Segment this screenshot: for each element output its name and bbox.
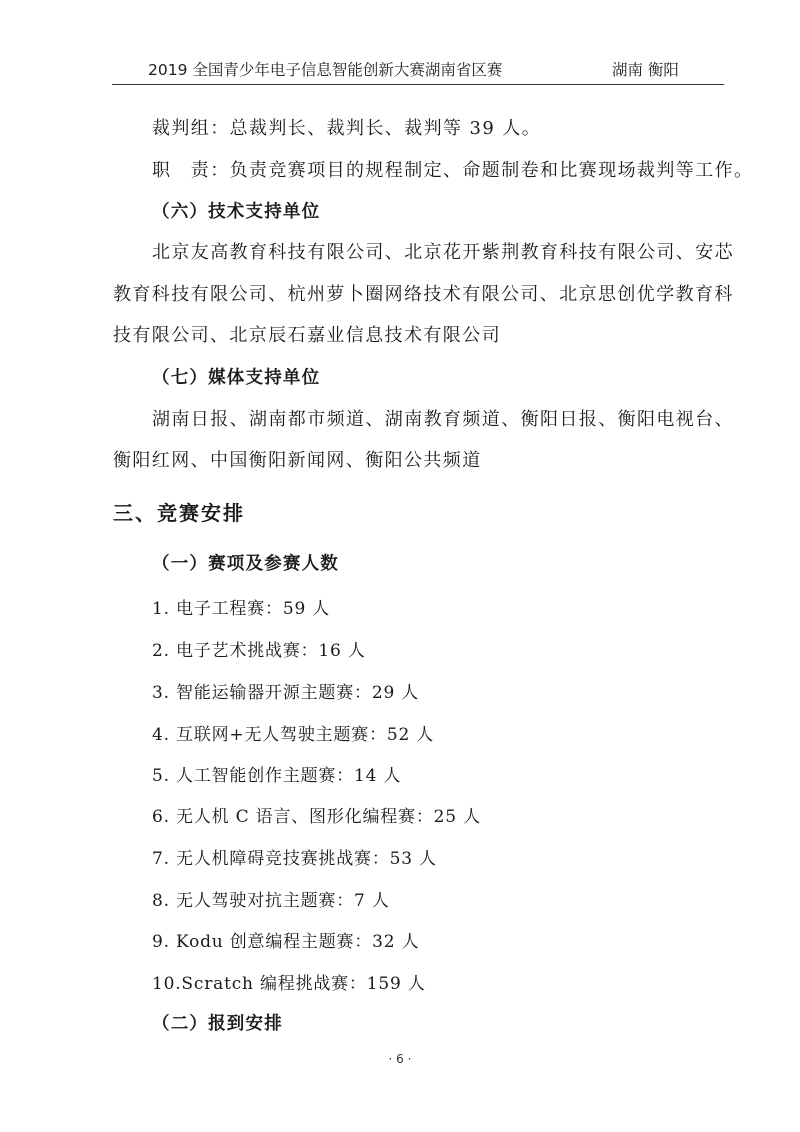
media-support-line: 湖南日报、湖南都市频道、湖南教育频道、衡阳日报、衡阳电视台、 bbox=[152, 409, 734, 430]
section-heading: 三、竞赛安排 bbox=[113, 501, 245, 525]
media-support-heading: （七）媒体支持单位 bbox=[152, 368, 321, 388]
list-item: 9. Kodu 创意编程主题赛：32 人 bbox=[152, 932, 420, 952]
subsection-heading: （一）赛项及参赛人数 bbox=[152, 554, 339, 574]
header-location: 湖南 衡阳 bbox=[612, 61, 679, 79]
tech-support-heading: （六）技术支持单位 bbox=[152, 202, 321, 222]
media-support-line: 衡阳红网、中国衡阳新闻网、衡阳公共频道 bbox=[113, 450, 482, 471]
header-title: 2019 全国青少年电子信息智能创新大赛湖南省区赛 bbox=[148, 61, 503, 79]
list-item: 6. 无人机 C 语言、图形化编程赛：25 人 bbox=[152, 807, 481, 827]
tech-support-line: 教育科技有限公司、杭州萝卜圈网络技术有限公司、北京思创优学教育科 bbox=[113, 284, 734, 305]
list-item: 8. 无人驾驶对抗主题赛：7 人 bbox=[152, 891, 390, 911]
tech-support-line: 技有限公司、北京辰石嘉业信息技术有限公司 bbox=[113, 325, 501, 346]
list-item: 10.Scratch 编程挑战赛：159 人 bbox=[152, 974, 426, 994]
header-divider bbox=[112, 84, 724, 85]
list-item: 7. 无人机障碍竞技赛挑战赛：53 人 bbox=[152, 849, 437, 869]
list-item: 3. 智能运输器开源主题赛：29 人 bbox=[152, 683, 420, 703]
referee-duty-text: 职 责：负责竞赛项目的规程制定、命题制卷和比赛现场裁判等工作。 bbox=[152, 160, 754, 181]
subsection-heading: （二）报到安排 bbox=[152, 1014, 283, 1034]
page-number: · 6 · bbox=[388, 1052, 412, 1066]
referee-group-text: 裁判组：总裁判长、裁判长、裁判等 39 人。 bbox=[152, 118, 542, 139]
list-item: 4. 互联网+无人驾驶主题赛：52 人 bbox=[152, 725, 435, 745]
list-item: 1. 电子工程赛：59 人 bbox=[152, 599, 331, 619]
list-item: 2. 电子艺术挑战赛：16 人 bbox=[152, 641, 366, 661]
tech-support-line: 北京友高教育科技有限公司、北京花开紫荆教育科技有限公司、安芯 bbox=[152, 242, 734, 263]
list-item: 5. 人工智能创作主题赛：14 人 bbox=[152, 766, 402, 786]
